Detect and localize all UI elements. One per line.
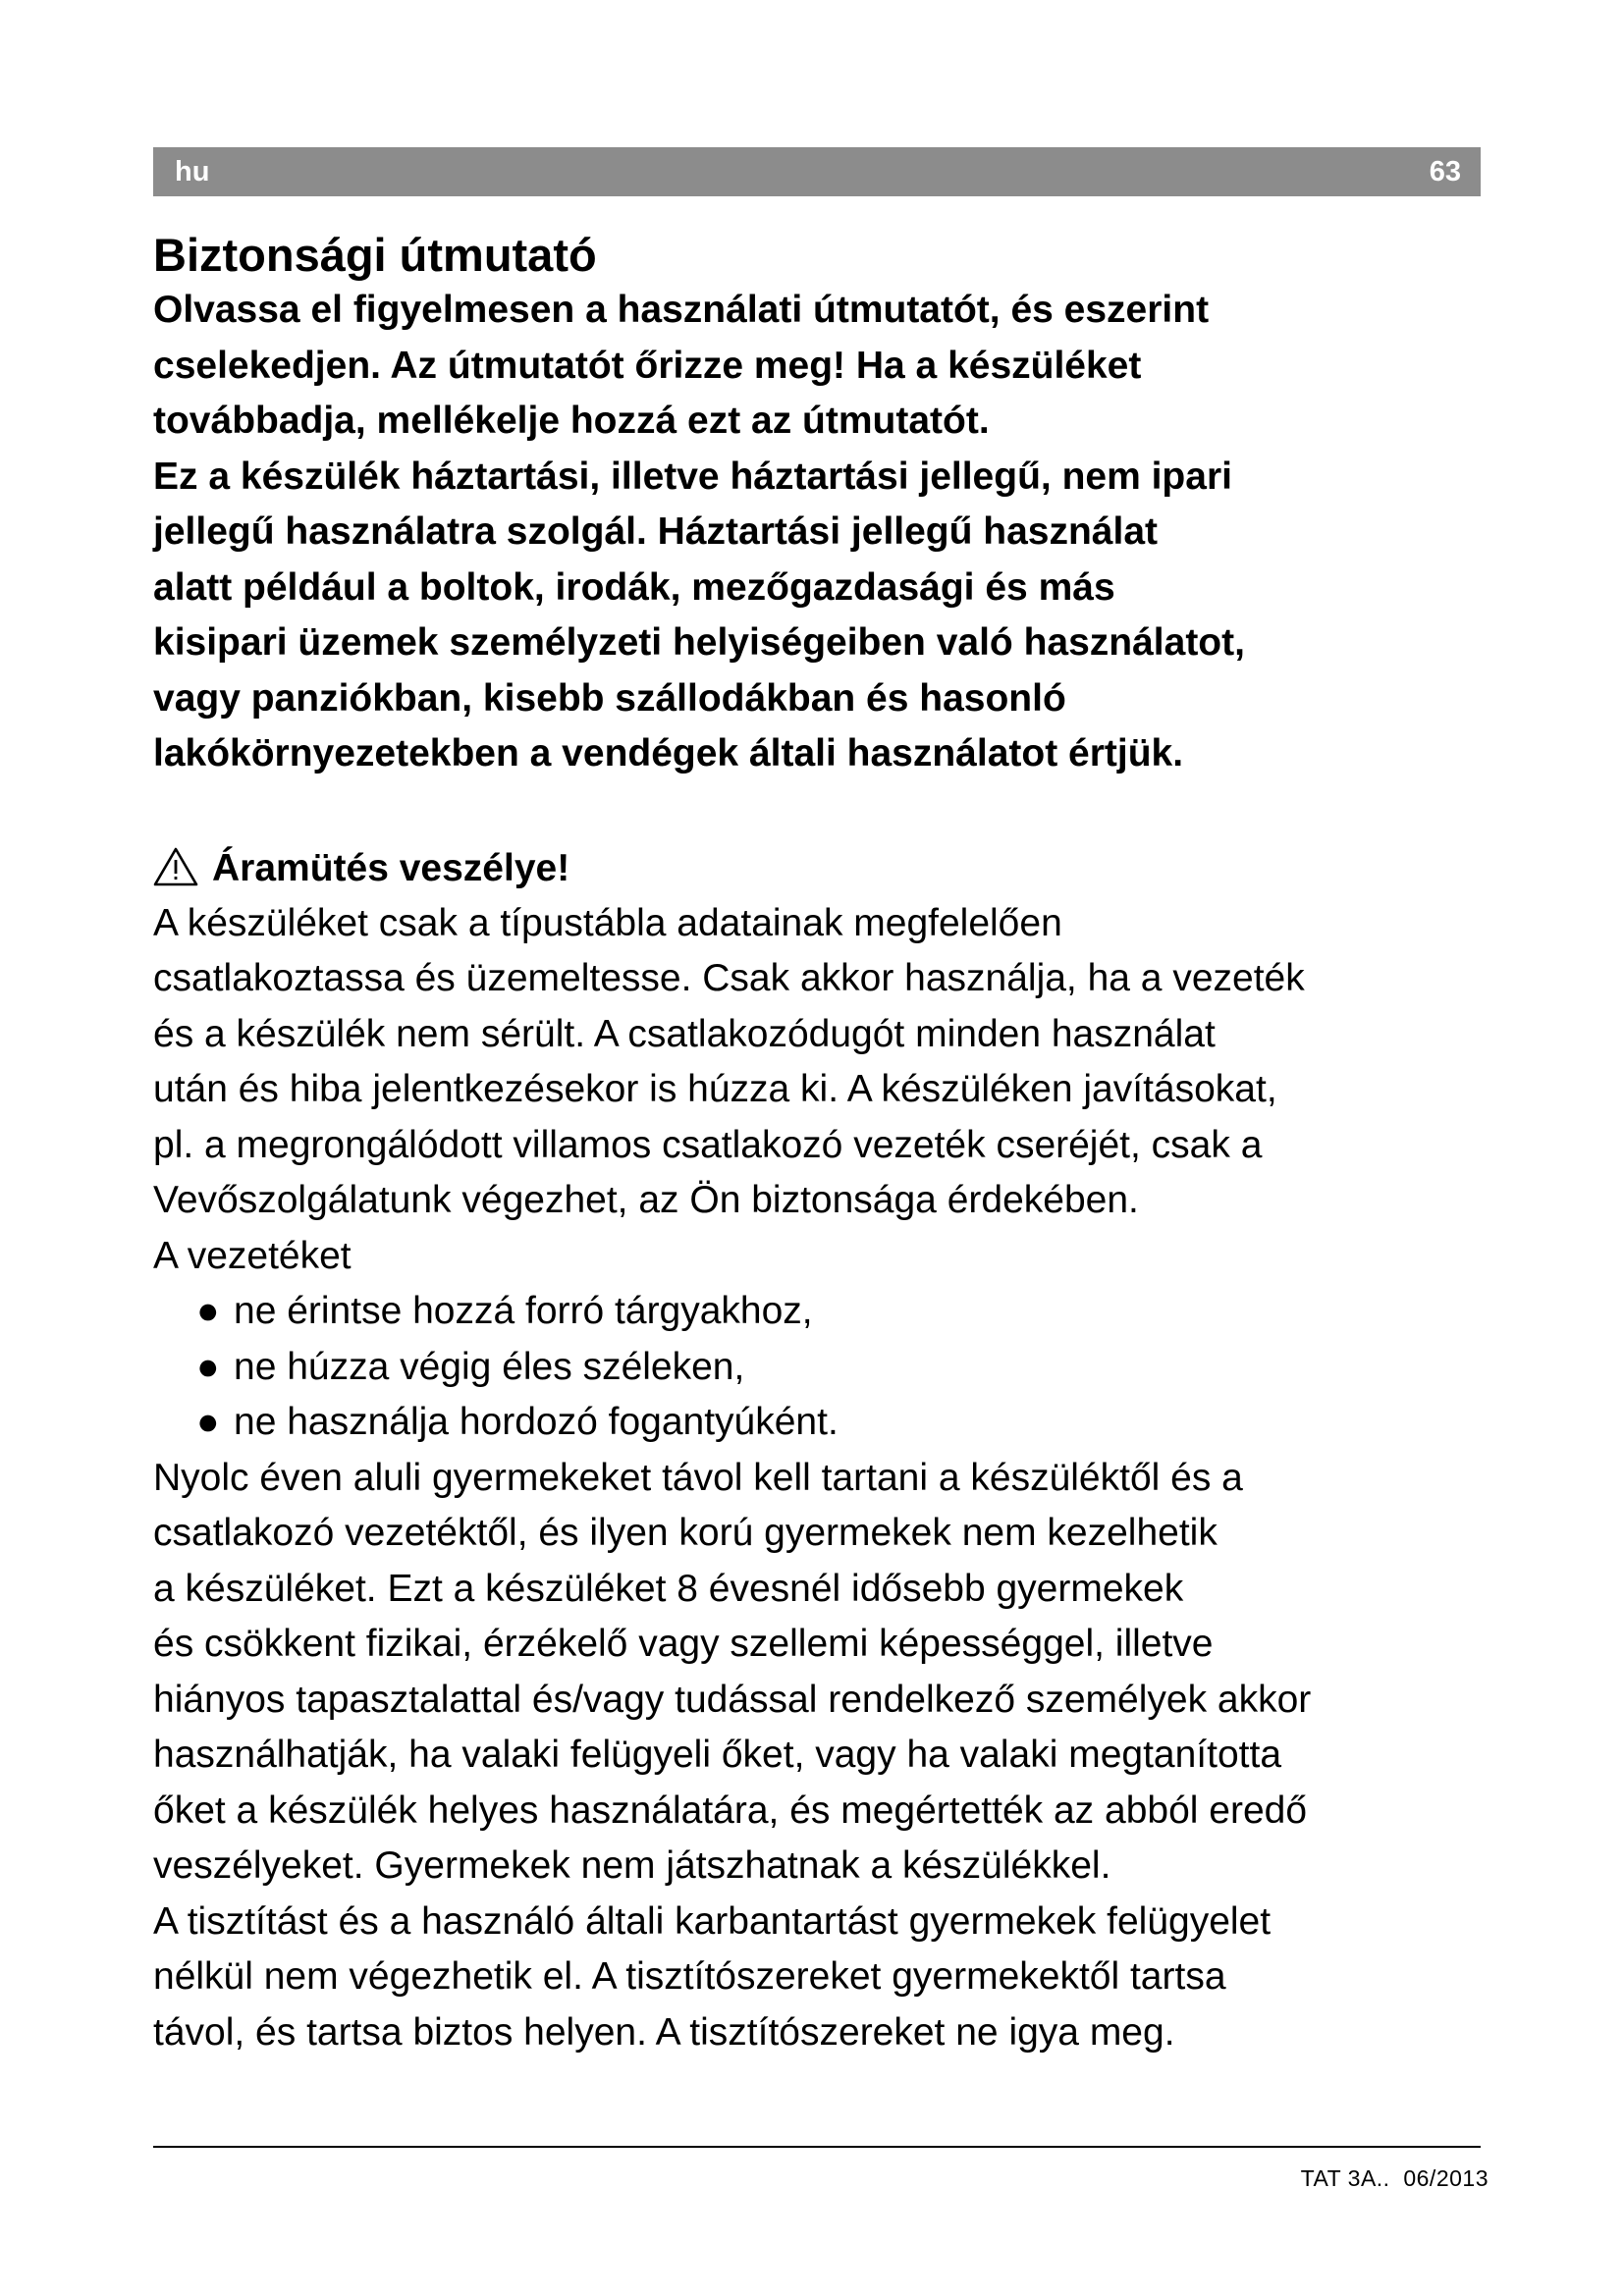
footer-divider (153, 2146, 1481, 2148)
intro-line: jellegű használatra szolgál. Háztartási jellegű használat (153, 510, 1159, 553)
warning-line: és a készülék nem sérült. A csatlakozódugót minden használat (153, 1012, 1216, 1055)
list-item (196, 1395, 1508, 1451)
warning-line: csatlakozó vezetéktől, és ilyen korú gyermekek nem kezelhetik (153, 1512, 1218, 1554)
bullet-dot-icon: ● (196, 1401, 220, 1443)
warning-triangle-icon (153, 846, 198, 887)
warning-line: Vevőszolgálatunk végezhet, az Ön biztonsága érdekében. (153, 1179, 1139, 1221)
warning-line: távol, és tartsa biztos helyen. A tisztítószereket ne igya meg. (153, 2010, 1175, 2054)
intro-line: kisipari üzemek személyzeti helyiségeiben való használatot, (153, 621, 1245, 664)
warning-line: A vezetéket (153, 1234, 352, 1277)
warning-line: A tisztítást és a használó általi karbantartást gyermekek felügyelet (153, 1899, 1272, 1943)
warning-heading-text: Áramütés veszélye! (212, 846, 570, 889)
list-item (196, 1340, 1508, 1396)
intro-line: vagy panziókban, kisebb szállodákban és hasonló (153, 676, 1066, 720)
intro-line: Ez a készülék háztartási, illetve háztartási jellegű, nem ipari (153, 454, 1232, 498)
warning-heading (153, 841, 1508, 896)
intro-line: továbbadja, mellékelje hozzá ezt az útmutatót. (153, 400, 990, 442)
page-header-bar (153, 147, 1481, 196)
warning-line: őket a készülék helyes használatára, és megértették az abból eredő (153, 1789, 1308, 1832)
intro-line: alatt például a boltok, irodák, mezőgazdasági és más (153, 565, 1115, 609)
intro-line: Olvassa el figyelmesen a használati útmutatót, és eszerint (153, 289, 1210, 331)
warning-line: A készüléket csak a típustábla adatainak megfelelően (153, 901, 1062, 944)
list-item (196, 1284, 1508, 1340)
footer-document-code: TAT 3A.. 06/2013 (1300, 2165, 1489, 2191)
intro-line: lakókörnyezetekben a vendégek általi használatot értjük. (153, 732, 1184, 774)
warning-line: veszélyeket. Gyermekek nem játszhatnak a készülékkel. (153, 1844, 1111, 1887)
warning-line: és csökkent fizikai, érzékelő vagy szellemi képességgel, illetve (153, 1623, 1214, 1665)
bullet-dot-icon: ● (196, 1290, 220, 1332)
warning-line: pl. a megrongálódott villamos csatlakozó vezeték cseréjét, csak a (153, 1123, 1263, 1166)
intro-paragraph (153, 283, 1508, 782)
language-code: hu (175, 155, 210, 187)
list-item-text: ne húzza végig éles széleken, (234, 1345, 745, 1388)
warning-line: Nyolc éven aluli gyermekeket távol kell tartani a készüléktől és a (153, 1456, 1243, 1499)
warning-section (153, 841, 1508, 2061)
warning-line: használhatják, ha valaki felügyeli őket, vagy ha valaki megtanította (153, 1734, 1282, 1776)
warning-line: a készüléket. Ezt a készüléket 8 évesnél idősebb gyermekek (153, 1567, 1184, 1610)
bullet-dot-icon: ● (196, 1345, 220, 1388)
cable-bullet-list (153, 1284, 1508, 1451)
page-title: Biztonsági útmutató (153, 229, 597, 281)
warning-line: hiányos tapasztalattal és/vagy tudással rendelkező személyek akkor (153, 1678, 1312, 1721)
intro-line: cselekedjen. Az útmutatót őrizze meg! Ha a készüléket (153, 344, 1142, 387)
warning-line: csatlakoztassa és üzemeltesse. Csak akkor használja, ha a vezeték (153, 957, 1305, 999)
warning-line: után és hiba jelentkezésekor is húzza ki. A készüléken javításokat, (153, 1068, 1277, 1110)
page-number: 63 (1429, 155, 1461, 187)
list-item-text: ne érintse hozzá forró tárgyakhoz, (234, 1290, 813, 1332)
warning-line: nélkül nem végezhetik el. A tisztítószereket gyermekektől tartsa (153, 1955, 1226, 1998)
list-item-text: ne használja hordozó fogantyúként. (234, 1401, 839, 1443)
page-content (153, 228, 1508, 2060)
